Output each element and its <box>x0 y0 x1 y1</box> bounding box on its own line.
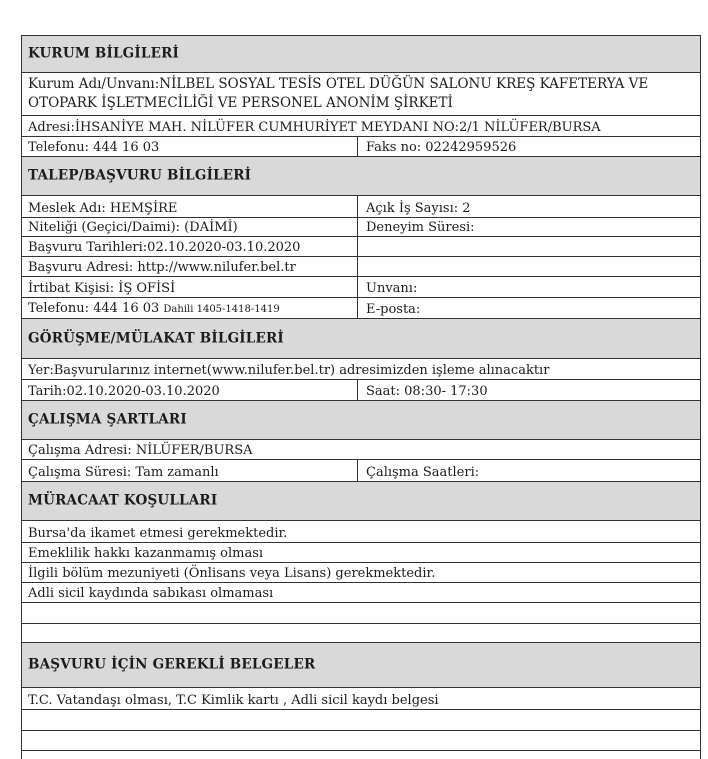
section-header-calisma: ÇALIŞMA ŞARTLARI <box>22 401 700 440</box>
experience-duration: Deneyim Süresi: <box>366 220 475 235</box>
institution-name: Kurum Adı/Unvanı:NİLBEL SOSYAL TESİS OTEL DÜĞÜN SALONU KREŞ KAFETERYA VE OTOPARK İŞLETMECİLİĞİ VE PERSONEL ANONİM ŞİRKETİ <box>28 76 649 111</box>
section-header-belgeler: BAŞVURU İÇİN GEREKLİ BELGELER <box>22 643 700 688</box>
blank-row <box>22 710 700 731</box>
institution-phone: Telefonu: 444 16 03 <box>28 140 160 155</box>
contact-person-row <box>22 277 700 298</box>
open-positions: Açık İş Sayısı: 2 <box>366 201 471 216</box>
institution-name-row <box>22 73 700 116</box>
work-duration: Çalışma Süresi: Tam zamanlı <box>28 465 219 480</box>
section-header-muracaat: MÜRACAAT KOŞULLARI <box>22 482 700 521</box>
contact-phone-row <box>22 298 700 319</box>
blank-row <box>22 731 700 751</box>
job-posting-form <box>21 35 701 759</box>
section-header-gorusme: GÖRÜŞME/MÜLAKAT BİLGİLERİ <box>22 319 700 359</box>
institution-fax: Faks no: 02242959526 <box>366 140 517 155</box>
work-hours: Çalışma Saatleri: <box>366 465 480 480</box>
list-item: Emeklilik hakkı kazanmamış olması <box>22 543 700 563</box>
occupation-name: Meslek Adı: HEMŞİRE <box>28 201 178 216</box>
section-header-talep: TALEP/BAŞVURU BİLGİLERİ <box>22 157 700 196</box>
application-url: Başvuru Adresi: http://www.nilufer.bel.tr <box>28 260 296 275</box>
institution-contact-row <box>22 137 700 157</box>
list-item: Adli sicil kaydında sabıkası olmaması <box>22 583 700 603</box>
list-item: Bursa'da ikamet etmesi gerekmektedir. <box>22 521 700 543</box>
contact-person: İrtibat Kişisi: İŞ OFİSİ <box>28 281 176 296</box>
interview-location-row <box>22 359 700 380</box>
list-item: T.C. Vatandaşı olması, T.C Kimlik kartı , Adli sicil kaydı belgesi <box>22 688 700 710</box>
list-item: İlgili bölüm mezuniyeti (Önlisans veya Lisans) gerekmektedir. <box>22 563 700 583</box>
work-address: Çalışma Adresi: NİLÜFER/BURSA <box>28 443 253 458</box>
occupation-row <box>22 196 700 218</box>
blank-row <box>22 603 700 624</box>
application-dates: Başvuru Tarihleri:02.10.2020-03.10.2020 <box>28 240 301 255</box>
contact-title: Unvanı: <box>366 281 418 296</box>
work-address-row <box>22 440 700 460</box>
interview-date: Tarih:02.10.2020-03.10.2020 <box>28 384 220 399</box>
interview-location: Yer:Başvurularınız internet(www.nilufer.bel.tr) adresimizden işleme alınacaktır <box>28 363 550 378</box>
contact-email: E-posta: <box>366 302 421 317</box>
interview-time: Saat: 08:30- 17:30 <box>366 384 488 399</box>
application-dates-row <box>22 237 700 257</box>
section-header-kurum: KURUM BİLGİLERİ <box>22 36 700 73</box>
work-terms-row <box>22 460 700 482</box>
blank-row <box>22 624 700 643</box>
qualification-row <box>22 218 700 237</box>
contact-phone: Telefonu: 444 16 03 <box>28 301 160 316</box>
institution-address: Adresi:İHSANİYE MAH. NİLÜFER CUMHURİYET MEYDANI NO:2/1 NİLÜFER/BURSA <box>28 120 601 135</box>
contact-extension: Dahili 1405-1418-1419 <box>163 304 280 315</box>
application-url-row <box>22 257 700 277</box>
interview-date-row <box>22 380 700 401</box>
position-type: Niteliği (Geçici/Daimi): (DAİMİ) <box>28 220 238 235</box>
institution-address-row <box>22 116 700 137</box>
